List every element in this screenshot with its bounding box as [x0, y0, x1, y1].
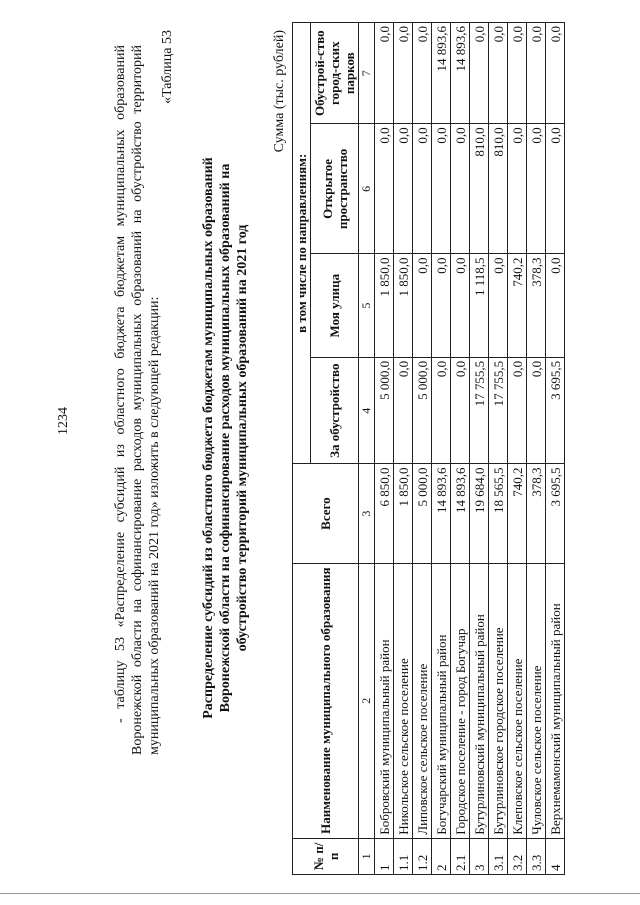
cell-c6: 0,0 [508, 124, 527, 254]
table-row [432, 23, 451, 875]
cell-c5: 1 850,0 [375, 254, 394, 357]
cell-c6: 810,0 [489, 124, 508, 254]
col-number: 7 [359, 23, 375, 124]
cell-c5: 1 118,5 [470, 254, 489, 357]
cell-c5: 378,3 [527, 254, 546, 357]
cell-c4: 5 000,0 [375, 357, 394, 464]
cell-c6: 810,0 [470, 124, 489, 254]
units-label: Сумма (тыс. рублей) [272, 30, 287, 153]
header-open-space: Открытое пространство [311, 124, 359, 254]
cell-c5: 0,0 [413, 254, 432, 357]
page-number: 1234 [56, 407, 71, 435]
table-row [508, 23, 527, 875]
header-group: в том числе по направлениям: [293, 23, 311, 465]
cell-total: 18 565,5 [489, 464, 508, 563]
cell-total: 6 850,0 [375, 464, 394, 563]
header-my-street: Моя улица [311, 254, 359, 357]
cell-num: 3.3 [527, 838, 546, 874]
cell-c5: 0,0 [489, 254, 508, 357]
cell-c7: 14 893,6 [451, 23, 470, 124]
col-number: 2 [359, 563, 375, 838]
header-name: Наименование муниципального образования [293, 563, 359, 838]
cell-name: Богучарский муниципальный район [432, 563, 451, 838]
cell-c4: 0,0 [527, 357, 546, 464]
cell-total: 19 684,0 [470, 464, 489, 563]
cell-c6: 0,0 [451, 124, 470, 254]
bottom-rule [0, 893, 640, 894]
col-number: 6 [359, 124, 375, 254]
cell-num: 4 [546, 838, 565, 874]
cell-c4: 3 695,5 [546, 357, 565, 464]
cell-c7: 0,0 [489, 23, 508, 124]
cell-total: 14 893,6 [451, 464, 470, 563]
cell-c5: 0,0 [546, 254, 565, 357]
table-reference: «Таблица 53 [160, 30, 175, 104]
table-heading: Распределение субсидий из областного бюджета бюджетам муниципальных образований Воронежской области на софинансирование расходов муниципальных образований на обустройство территорий муниципальных образований на 2021 год [201, 157, 250, 719]
cell-c6: 0,0 [546, 124, 565, 254]
cell-c5: 0,0 [451, 254, 470, 357]
table-row [451, 23, 470, 875]
col-number: 3 [359, 464, 375, 563]
cell-c5: 0,0 [432, 254, 451, 357]
cell-total: 378,3 [527, 464, 546, 563]
cell-name: Бутурлиновский муниципальный район [470, 563, 489, 838]
cell-c6: 0,0 [527, 124, 546, 254]
cell-num: 1 [375, 838, 394, 874]
cell-c7: 14 893,6 [432, 23, 451, 124]
header-num: № п/п [293, 838, 359, 874]
cell-total: 1 850,0 [394, 464, 413, 563]
cell-name: Липовское сельское поселение [413, 563, 432, 838]
cell-c4: 0,0 [451, 357, 470, 464]
cell-c7: 0,0 [375, 23, 394, 124]
cell-total: 14 893,6 [432, 464, 451, 563]
cell-c7: 0,0 [527, 23, 546, 124]
table-row [394, 23, 413, 875]
cell-name: Бутурлиновское городское поселение [489, 563, 508, 838]
cell-total: 3 695,5 [546, 464, 565, 563]
cell-c7: 0,0 [394, 23, 413, 124]
column-numbers-row [359, 23, 375, 875]
cell-total: 5 000,0 [413, 464, 432, 563]
cell-c5: 1 850,0 [394, 254, 413, 357]
table-row [489, 23, 508, 875]
table-row [413, 23, 432, 875]
table-row [375, 23, 394, 875]
cell-num: 1.2 [413, 838, 432, 874]
cell-name: Никольское сельское поселение [394, 563, 413, 838]
cell-c4: 0,0 [394, 357, 413, 464]
table-row [470, 23, 489, 875]
cell-c4: 0,0 [508, 357, 527, 464]
table-row [527, 23, 546, 875]
cell-name: Клеповское сельское поселение [508, 563, 527, 838]
cell-c6: 0,0 [413, 124, 432, 254]
cell-name: Бобровский муниципальный район [375, 563, 394, 838]
intro-text: - таблицу 53 «Распределение субсидий из областного бюджета бюджетам муниципальных образований Воронежской области на софинансирование расходов муниципальных образований на обустройство территорий муниципальных образований на 2021 год» изложить в следующей редакции: [113, 45, 162, 755]
cell-num: 3 [470, 838, 489, 874]
subsidy-table [292, 22, 565, 875]
cell-num: 3.2 [508, 838, 527, 874]
cell-c7: 0,0 [413, 23, 432, 124]
table-row [546, 23, 565, 875]
cell-c5: 740,2 [508, 254, 527, 357]
cell-c4: 17 755,5 [470, 357, 489, 464]
cell-c6: 0,0 [375, 124, 394, 254]
cell-c6: 0,0 [432, 124, 451, 254]
cell-c7: 0,0 [508, 23, 527, 124]
cell-total: 740,2 [508, 464, 527, 563]
col-number: 4 [359, 357, 375, 464]
header-city-parks: Обустрой-ство город-ских парков [311, 23, 359, 124]
cell-name: Чуловское сельское поселение [527, 563, 546, 838]
cell-name: Городское поселение - город Богучар [451, 563, 470, 838]
cell-num: 1.1 [394, 838, 413, 874]
intro-paragraph [112, 45, 163, 755]
col-number: 1 [359, 838, 375, 874]
table-body [359, 23, 565, 875]
cell-c7: 0,0 [546, 23, 565, 124]
header-total: Всего [293, 464, 359, 563]
cell-num: 2 [432, 838, 451, 874]
cell-num: 2.1 [451, 838, 470, 874]
cell-c7: 0,0 [470, 23, 489, 124]
col-number: 5 [359, 254, 375, 357]
cell-name: Верхнемамонский муниципальный район [546, 563, 565, 838]
cell-c4: 17 755,5 [489, 357, 508, 464]
header-improvement: За обустройство [311, 357, 359, 464]
cell-c4: 0,0 [432, 357, 451, 464]
cell-c6: 0,0 [394, 124, 413, 254]
cell-c4: 5 000,0 [413, 357, 432, 464]
cell-num: 3.1 [489, 838, 508, 874]
